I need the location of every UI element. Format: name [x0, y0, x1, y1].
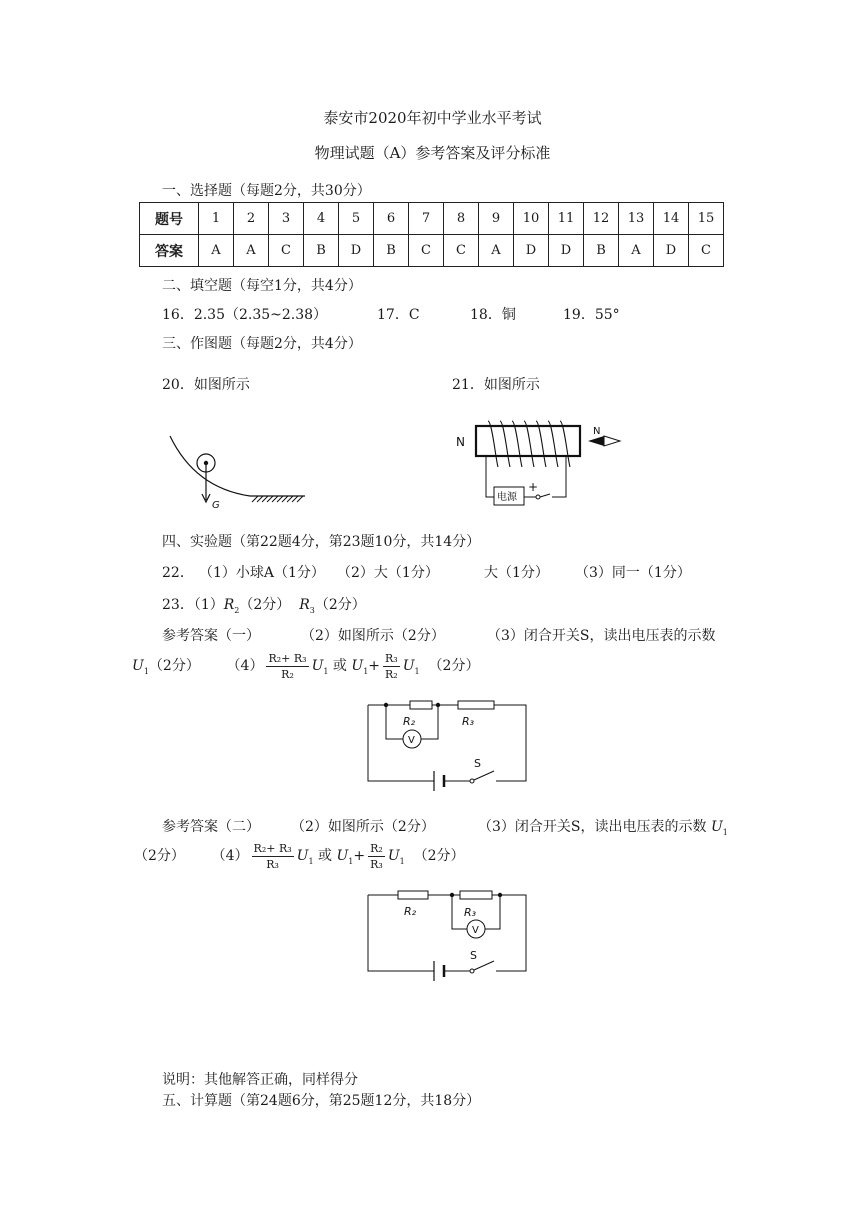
- table-cell: D: [514, 235, 549, 267]
- fraction-denominator: R₂: [281, 667, 294, 681]
- needle-n-label: N: [593, 426, 601, 437]
- ref1-fraction-2: [383, 651, 400, 682]
- table-cell: B: [374, 235, 409, 267]
- ref1-score: （2分）: [148, 658, 200, 674]
- table-cell: A: [234, 235, 269, 267]
- q18-answer: 18．铜: [470, 307, 516, 323]
- q22-part4: （3）同一（1分）: [575, 565, 691, 581]
- u1-symbol: U: [296, 848, 309, 864]
- section1-heading: 一、选择题（每题2分，共30分）: [162, 183, 371, 199]
- junction-dot: [436, 703, 440, 707]
- q16-answer: 16．2.35（2.35~2.38）: [162, 307, 328, 323]
- table-cell: D: [654, 235, 689, 267]
- note-text: 说明：其他解答正确，同样得分: [162, 1072, 358, 1088]
- q22-part1: （1）小球A（1分）: [199, 565, 325, 581]
- ref1-circuit-diagram: [360, 695, 535, 795]
- u1-subscript: 1: [399, 856, 405, 866]
- q23-part1-score: （2分）: [239, 597, 291, 613]
- wire-left: [486, 456, 494, 497]
- u1-symbol: U: [402, 658, 415, 674]
- junction-dot: [450, 893, 454, 897]
- resistor-r3: [458, 701, 494, 709]
- u1-symbol: U: [710, 819, 723, 835]
- gravity-label: G: [212, 500, 220, 511]
- curved-slope: [170, 436, 305, 496]
- table-cell: D: [549, 235, 584, 267]
- ref2-fraction-1: [252, 841, 294, 872]
- r2-label: R₂: [403, 715, 416, 728]
- table-cell: 7: [409, 203, 444, 235]
- page-subtitle: 物理试题（A）参考答案及评分标准: [314, 144, 551, 162]
- row-header-number: 题号: [140, 203, 199, 235]
- ref2-part4: （4）: [211, 848, 249, 864]
- section5-heading: 五、计算题（第24题6分，第25题12分，共18分）: [162, 1093, 481, 1109]
- fraction-denominator: R₃: [370, 857, 383, 871]
- ref2-formula-line: [134, 836, 465, 882]
- junction-dot: [384, 703, 388, 707]
- table-cell: D: [339, 235, 374, 267]
- section2-heading: 二、填空题（每空1分，共4分）: [162, 278, 362, 294]
- q22-number: 22．: [162, 565, 194, 581]
- fraction-numerator: R₂: [370, 841, 383, 855]
- ref1-formula-line: [132, 646, 479, 692]
- ref2-score: （2分）: [134, 848, 185, 864]
- ref1-part3: （3）闭合开关S，读出电压表的示数: [487, 628, 716, 644]
- r2-subscript: 2: [234, 605, 240, 615]
- switch-lever: [540, 494, 550, 497]
- table-row-numbers: [140, 203, 724, 235]
- section3-heading: 三、作图题（每题2分，共4分）: [162, 336, 362, 352]
- ref2-part3-text: （3）闭合开关S，读出电压表的示数: [478, 819, 707, 835]
- resistor-r3: [460, 891, 492, 899]
- fraction-denominator: R₂: [385, 667, 398, 681]
- r3-label: R₃: [462, 715, 475, 728]
- r2-label: R₂: [404, 905, 417, 918]
- ref2-fraction-2: [368, 841, 385, 872]
- section4-heading: 四、实验题（第22题4分，第23题10分，共14分）: [162, 534, 481, 550]
- fraction-denominator: R₃: [266, 857, 279, 871]
- u1-subscript: 1: [348, 856, 354, 866]
- table-cell: 13: [619, 203, 654, 235]
- r3-label: R₃: [464, 906, 477, 919]
- power-source-label: 电源: [497, 492, 517, 503]
- r3-subscript: 3: [309, 605, 315, 615]
- switch-label: S: [470, 949, 477, 962]
- pole-n-label: N: [456, 435, 465, 449]
- table-cell: B: [304, 235, 339, 267]
- page-title: 泰安市2020年初中学业水平考试: [323, 109, 542, 127]
- switch-lever: [474, 771, 494, 780]
- table-cell: 5: [339, 203, 374, 235]
- table-cell: 9: [479, 203, 514, 235]
- table-cell: A: [199, 235, 234, 267]
- table-cell: 12: [584, 203, 619, 235]
- junction-dot: [498, 893, 502, 897]
- table-row-answers: [140, 235, 724, 267]
- table-cell: 1: [199, 203, 234, 235]
- plus-sign: +: [353, 848, 366, 864]
- voltmeter-label: V: [408, 735, 415, 746]
- table-cell: A: [479, 235, 514, 267]
- table-cell: A: [619, 235, 654, 267]
- r3-symbol: R: [299, 597, 310, 613]
- table-cell: 2: [234, 203, 269, 235]
- or-word: 或: [318, 848, 333, 864]
- ref1-part4: （4）: [226, 658, 264, 674]
- q21-label: 21．如图所示: [452, 377, 540, 393]
- u1-subscript: 1: [323, 666, 329, 676]
- voltmeter-label: V: [472, 925, 479, 936]
- table-cell: 14: [654, 203, 689, 235]
- fraction-numerator: R₂+ R₃: [268, 651, 307, 665]
- or-word: 或: [332, 658, 347, 674]
- ref1-part2: （2）如图所示（2分）: [301, 628, 445, 644]
- r2-symbol: R: [223, 597, 235, 613]
- u1-symbol: U: [132, 658, 144, 674]
- ref2-score-end: （2分）: [413, 848, 465, 864]
- table-cell: 11: [549, 203, 584, 235]
- switch-contact: [536, 495, 540, 499]
- ref1-score-end: （2分）: [428, 658, 480, 674]
- switch-lever: [474, 961, 494, 970]
- table-cell: 6: [374, 203, 409, 235]
- ref1-label: 参考答案（一）: [162, 628, 260, 644]
- q19-answer: 19．55°: [563, 307, 620, 323]
- ref2-part3: [478, 816, 728, 837]
- table-cell: 8: [444, 203, 479, 235]
- table-cell: C: [409, 235, 444, 267]
- row-header-answer: 答案: [140, 235, 199, 267]
- q22-part3: 大（1分）: [484, 565, 549, 581]
- table-cell: 3: [269, 203, 304, 235]
- q22-part2: （2）大（1分）: [337, 565, 439, 581]
- u1-symbol: U: [351, 658, 364, 674]
- u1-subscript: 1: [143, 666, 149, 676]
- compass-needle: [588, 426, 620, 446]
- u1-symbol: U: [336, 848, 349, 864]
- ground-hatch: [252, 496, 303, 502]
- ref2-part2: （2）如图所示（2分）: [291, 819, 435, 835]
- fraction-numerator: R₃: [385, 651, 398, 665]
- u1-symbol: U: [311, 658, 324, 674]
- q23-number: 23．: [162, 597, 194, 613]
- q23-line1: [162, 594, 366, 615]
- ref2-circuit-diagram: [360, 885, 535, 985]
- plus-sign: +: [528, 480, 539, 494]
- resistor-r2: [398, 891, 428, 899]
- q20-label: 20．如图所示: [162, 377, 250, 393]
- switch-label: S: [474, 757, 481, 770]
- fig20-force-diagram: [160, 430, 320, 515]
- circuit-wires: [368, 705, 526, 781]
- fraction-numerator: R₂+ R₃: [253, 841, 292, 855]
- switch-contact: [470, 779, 474, 783]
- switch-contact: [470, 969, 474, 973]
- resistor-r2: [410, 701, 432, 709]
- q23-part1-score-end: （2分）: [314, 597, 366, 613]
- q17-answer: 17．C: [377, 307, 420, 323]
- ref2-label: 参考答案（二）: [162, 819, 260, 835]
- table-cell: 4: [304, 203, 339, 235]
- wire-right: [552, 456, 566, 497]
- circuit-wires: [368, 895, 526, 971]
- table-cell: 15: [689, 203, 724, 235]
- answer-table: [139, 202, 724, 267]
- u1-symbol: U: [387, 848, 400, 864]
- table-cell: 10: [514, 203, 549, 235]
- u1-subscript: 1: [414, 666, 420, 676]
- table-cell: C: [689, 235, 724, 267]
- table-cell: C: [269, 235, 304, 267]
- q23-part1-prefix: （1）: [193, 597, 224, 613]
- ref1-fraction-1: [266, 651, 308, 682]
- u1-subscript: 1: [363, 666, 369, 676]
- fig21-electromagnet-diagram: [452, 415, 632, 510]
- u1-subscript: 1: [722, 827, 728, 837]
- table-cell: B: [584, 235, 619, 267]
- u1-subscript: 1: [308, 856, 314, 866]
- table-cell: C: [444, 235, 479, 267]
- plus-sign: +: [368, 658, 381, 674]
